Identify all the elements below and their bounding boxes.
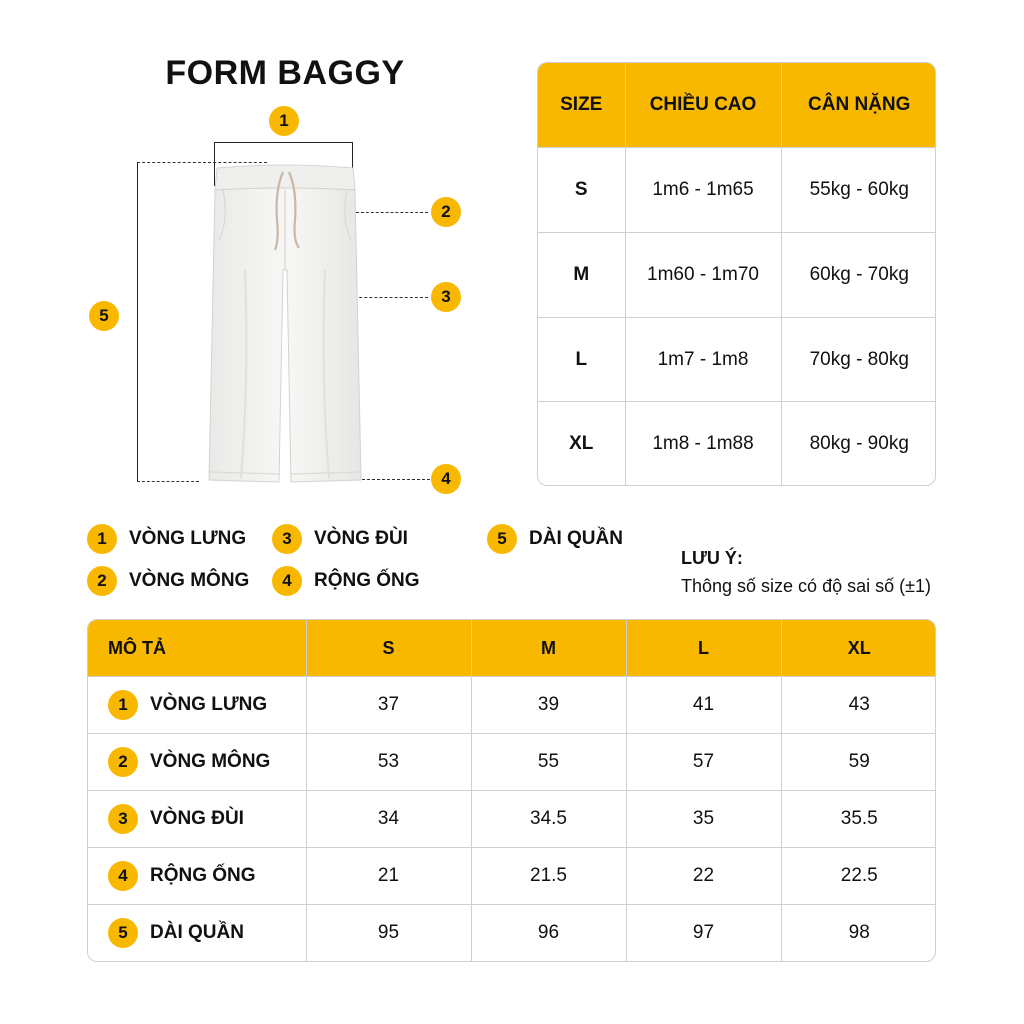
value-cell: 35 (626, 791, 781, 848)
row-label-cell (88, 734, 306, 791)
row-badge: 2 (108, 747, 138, 777)
row-label-cell (88, 905, 306, 961)
legend-label: VÒNG ĐÙI (314, 528, 408, 549)
table-row (538, 402, 936, 485)
pants-illustration (205, 160, 365, 485)
row-label: VÒNG LƯNG (150, 694, 268, 716)
legend-badge: 5 (487, 524, 517, 554)
value-cell: 53 (306, 734, 471, 791)
row-badge: 3 (108, 804, 138, 834)
weight-cell: 60kg - 70kg (781, 232, 936, 317)
measure-table-header (88, 620, 936, 677)
value-cell: 22.5 (781, 848, 936, 905)
height-cell: 1m60 - 1m70 (625, 232, 781, 317)
value-cell: 98 (781, 905, 936, 961)
header-size-l: L (626, 620, 781, 677)
value-cell: 96 (471, 905, 626, 961)
measurement-table (87, 619, 936, 962)
value-cell: 59 (781, 734, 936, 791)
table-row (88, 848, 936, 905)
legend-item (272, 524, 408, 554)
row-label-cell (88, 791, 306, 848)
header-size: SIZE (538, 63, 625, 148)
value-cell: 97 (626, 905, 781, 961)
hip-guide (356, 212, 428, 213)
row-label: RỘNG ỐNG (150, 865, 256, 887)
table-row (88, 734, 936, 791)
value-cell: 43 (781, 677, 936, 734)
page-title: FORM BAGGY (165, 54, 405, 92)
weight-cell: 55kg - 60kg (781, 148, 936, 233)
legend-label: VÒNG LƯNG (129, 528, 247, 549)
note-text: Thông số size có độ sai số (±1) (681, 576, 931, 596)
value-cell: 34 (306, 791, 471, 848)
value-cell: 37 (306, 677, 471, 734)
marker-5-badge: 5 (89, 301, 119, 331)
size-cell: XL (538, 402, 625, 485)
weight-cell: 70kg - 80kg (781, 317, 936, 402)
value-cell: 39 (471, 677, 626, 734)
legend-item (87, 566, 249, 596)
value-cell: 41 (626, 677, 781, 734)
size-cell: M (538, 232, 625, 317)
row-badge: 1 (108, 690, 138, 720)
value-cell: 22 (626, 848, 781, 905)
legend-item (87, 524, 246, 554)
weight-cell: 80kg - 90kg (781, 402, 936, 485)
table-row (88, 905, 936, 961)
row-label: VÒNG ĐÙI (150, 808, 244, 830)
header-size-xl: XL (781, 620, 936, 677)
table-row (538, 148, 936, 233)
legend-item (487, 524, 623, 554)
marker-4-badge: 4 (431, 464, 461, 494)
value-cell: 35.5 (781, 791, 936, 848)
height-cell: 1m6 - 1m65 (625, 148, 781, 233)
value-cell: 95 (306, 905, 471, 961)
marker-1-badge: 1 (269, 106, 299, 136)
table-row (538, 317, 936, 402)
height-cell: 1m8 - 1m88 (625, 402, 781, 485)
header-weight: CÂN NẶNG (781, 63, 936, 148)
value-cell: 55 (471, 734, 626, 791)
value-cell: 21.5 (471, 848, 626, 905)
row-label: DÀI QUẦN (150, 922, 244, 944)
marker-3-badge: 3 (431, 282, 461, 312)
value-cell: 34.5 (471, 791, 626, 848)
row-badge: 5 (108, 918, 138, 948)
height-cell: 1m7 - 1m8 (625, 317, 781, 402)
legend-label: DÀI QUẦN (529, 528, 623, 549)
length-bottom-guide (137, 481, 199, 482)
value-cell: 21 (306, 848, 471, 905)
header-height: CHIỀU CAO (625, 63, 781, 148)
row-badge: 4 (108, 861, 138, 891)
legend-label: VÒNG MÔNG (129, 570, 250, 591)
header-description: MÔ TẢ (88, 620, 306, 677)
legend-badge: 4 (272, 566, 302, 596)
size-table-header (538, 63, 936, 148)
legend-label: RỘNG ỐNG (314, 570, 420, 591)
length-line (137, 162, 138, 482)
legend-item (272, 566, 420, 596)
value-cell: 57 (626, 734, 781, 791)
header-size-m: M (471, 620, 626, 677)
row-label-cell (88, 677, 306, 734)
row-label: VÒNG MÔNG (150, 751, 271, 773)
table-row (88, 791, 936, 848)
size-chart-table (537, 62, 936, 486)
table-row (538, 232, 936, 317)
legend-badge: 1 (87, 524, 117, 554)
legend-badge: 2 (87, 566, 117, 596)
table-row (88, 677, 936, 734)
legend-badge: 3 (272, 524, 302, 554)
size-cell: L (538, 317, 625, 402)
size-cell: S (538, 148, 625, 233)
marker-2-badge: 2 (431, 197, 461, 227)
row-label-cell (88, 848, 306, 905)
header-size-s: S (306, 620, 471, 677)
note-title: LƯU Ý: (681, 548, 743, 568)
waist-width-line (214, 142, 352, 143)
